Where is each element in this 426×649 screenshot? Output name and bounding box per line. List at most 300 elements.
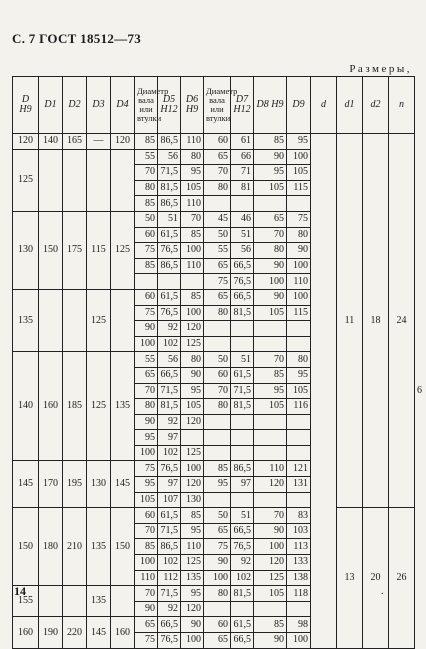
table-cell	[39, 289, 63, 351]
table-cell: 56	[231, 243, 254, 259]
table-cell: 71	[231, 165, 254, 181]
table-cell: 85	[181, 508, 204, 524]
table-cell: 66,5	[231, 633, 254, 649]
table-cell: 56	[158, 352, 181, 368]
table-cell	[231, 196, 254, 212]
table-cell: 76,5	[158, 461, 181, 477]
table-cell: 180	[39, 508, 63, 586]
table-cell: 85	[254, 367, 287, 383]
table-cell: 160	[111, 617, 135, 648]
table-cell: 135	[13, 289, 39, 351]
table-cell: 90	[254, 289, 287, 305]
table-cell: 118	[287, 586, 311, 602]
table-cell: 100	[287, 633, 311, 649]
table-cell: 210	[63, 508, 87, 586]
table-cell: 103	[287, 523, 311, 539]
table-cell: 160	[13, 617, 39, 648]
table-cell: 97	[158, 477, 181, 493]
col-header: Диаметр вала или втулки	[204, 77, 231, 134]
table-cell	[111, 289, 135, 351]
table-cell: 75	[287, 211, 311, 227]
table-cell: 65	[204, 149, 231, 165]
table-cell: 100	[181, 305, 204, 321]
table-cell	[254, 601, 287, 617]
col-header: n	[389, 77, 415, 134]
table-cell: 85	[181, 227, 204, 243]
col-header: D6 H9	[181, 77, 204, 134]
table-cell: 135	[87, 508, 111, 586]
table-cell: 120	[181, 321, 204, 337]
col-header: D1	[39, 77, 63, 134]
table-cell: 97	[158, 430, 181, 446]
table-cell: 120	[254, 477, 287, 493]
table-cell	[204, 414, 231, 430]
table-cell: 90	[135, 601, 158, 617]
table-cell: 60	[135, 289, 158, 305]
table-cell: 76,5	[158, 633, 181, 649]
table-cell: 105	[287, 383, 311, 399]
table-cell	[287, 414, 311, 430]
table-cell: 90	[287, 243, 311, 259]
col-header: D8 H9	[254, 77, 287, 134]
table-cell: 135	[87, 586, 111, 617]
table-cell: 60	[204, 617, 231, 633]
scan-mark: .	[381, 586, 384, 597]
table-cell: 86,5	[231, 461, 254, 477]
page-title: С. 7 ГОСТ 18512—73	[12, 31, 142, 46]
table-cell: 60	[135, 227, 158, 243]
table-cell: 81	[231, 180, 254, 196]
table-cell: 76,5	[158, 305, 181, 321]
table-cell: 65	[204, 289, 231, 305]
header-row	[13, 77, 415, 134]
table-cell: 51	[231, 352, 254, 368]
table-cell	[231, 445, 254, 461]
table-cell: 131	[287, 477, 311, 493]
table-cell: 100	[254, 274, 287, 290]
table-cell: 81,5	[231, 305, 254, 321]
table-cell: 71,5	[158, 383, 181, 399]
table-cell: 60	[204, 367, 231, 383]
table-cell: 71,5	[231, 383, 254, 399]
table-cell: 125	[254, 570, 287, 586]
sizes-label: Размеры,	[349, 63, 412, 75]
table-cell: 85	[135, 258, 158, 274]
table-cell: 100	[287, 289, 311, 305]
table-cell: 70	[135, 523, 158, 539]
table-cell: 120	[181, 414, 204, 430]
table-cell: 80	[204, 180, 231, 196]
table-cell: 100	[135, 555, 158, 571]
col-header: d2	[363, 77, 389, 134]
table-cell: 75	[135, 633, 158, 649]
table-cell: 71,5	[158, 586, 181, 602]
table-cell	[111, 586, 135, 617]
table-cell: 92	[158, 414, 181, 430]
table-cell: 75	[204, 539, 231, 555]
table-cell	[254, 445, 287, 461]
table-cell: 95	[181, 165, 204, 181]
table-cell	[204, 321, 231, 337]
table-cell: 150	[39, 211, 63, 289]
col-header: d	[311, 77, 337, 134]
table-cell	[287, 336, 311, 352]
table-cell: 61,5	[231, 367, 254, 383]
col-header: D5 H12	[158, 77, 181, 134]
table-cell	[231, 336, 254, 352]
table-cell: 110	[135, 570, 158, 586]
table-cell: 70	[204, 165, 231, 181]
table-cell: 105	[181, 180, 204, 196]
table-cell: 83	[287, 508, 311, 524]
col-header: Диаметр вала или втулки	[135, 77, 158, 134]
table-cell: 50	[135, 211, 158, 227]
table-cell: 145	[111, 461, 135, 508]
table-cell: 60	[135, 508, 158, 524]
table-cell: 125	[181, 445, 204, 461]
table-cell	[254, 321, 287, 337]
table-cell: 116	[287, 399, 311, 415]
table-cell: 150	[13, 508, 39, 586]
table-cell: 135	[181, 570, 204, 586]
table-cell: 95	[287, 367, 311, 383]
table-cell	[254, 336, 287, 352]
table-cell: 170	[39, 461, 63, 508]
table-cell	[204, 336, 231, 352]
table-cell: 105	[254, 305, 287, 321]
table-cell: 110	[181, 134, 204, 150]
table-cell: 55	[204, 243, 231, 259]
table-cell: 13	[337, 508, 363, 648]
table-cell	[231, 601, 254, 617]
table-cell: 65	[204, 258, 231, 274]
table-cell	[287, 601, 311, 617]
table-cell: 85	[135, 134, 158, 150]
table-cell: 55	[135, 149, 158, 165]
table-cell	[111, 149, 135, 211]
table-cell: 70	[181, 211, 204, 227]
table-cell: 66	[231, 149, 254, 165]
table-cell: 120	[111, 134, 135, 150]
table-cell: 80	[287, 227, 311, 243]
table-cell: 85	[254, 617, 287, 633]
table-cell: 76,5	[231, 274, 254, 290]
table-cell	[231, 321, 254, 337]
table-cell: 86,5	[158, 196, 181, 212]
table-cell: 65	[254, 211, 287, 227]
table-cell: 100	[287, 149, 311, 165]
table-cell: 50	[204, 508, 231, 524]
table-cell	[254, 414, 287, 430]
table-cell: 81,5	[231, 586, 254, 602]
table-cell: 66,5	[231, 523, 254, 539]
table-cell: 50	[204, 352, 231, 368]
table-cell: 95	[204, 477, 231, 493]
table-cell: 100	[181, 461, 204, 477]
table-cell: 190	[39, 617, 63, 648]
table-cell: 71,5	[158, 523, 181, 539]
table-cell: 26	[389, 508, 415, 648]
table-cell: 110	[181, 258, 204, 274]
table-cell: 90	[254, 258, 287, 274]
table-cell: 90	[204, 555, 231, 571]
table-cell	[254, 430, 287, 446]
table-cell: 95	[181, 586, 204, 602]
table-cell: 76,5	[231, 539, 254, 555]
table-cell: 97	[231, 477, 254, 493]
table-cell: 125	[111, 211, 135, 289]
table-cell: 60	[204, 134, 231, 150]
table-cell: 145	[13, 461, 39, 508]
table-cell: 61,5	[158, 227, 181, 243]
col-header: D3	[87, 77, 111, 134]
table-cell: 115	[287, 305, 311, 321]
table-cell: 66,5	[231, 289, 254, 305]
table-cell: 85	[135, 539, 158, 555]
col-header: D2	[63, 77, 87, 134]
table-cell: 70	[135, 383, 158, 399]
table-cell: 75	[204, 274, 231, 290]
page-number: 14	[14, 584, 26, 598]
table-cell: 100	[135, 336, 158, 352]
table-cell	[287, 430, 311, 446]
table-cell: 100	[204, 570, 231, 586]
table-cell: 113	[287, 539, 311, 555]
table-cell: 125	[181, 336, 204, 352]
table-cell: 81,5	[158, 180, 181, 196]
table-cell: 195	[63, 461, 87, 508]
table-cell: 115	[287, 180, 311, 196]
table-cell: 185	[63, 352, 87, 461]
table-cell: 80	[181, 352, 204, 368]
table-cell: 85	[135, 196, 158, 212]
table-cell: 50	[204, 227, 231, 243]
table-cell: 105	[135, 492, 158, 508]
table-cell: 130	[181, 492, 204, 508]
table-cell: 46	[231, 211, 254, 227]
table-cell: 70	[254, 227, 287, 243]
table-row	[13, 508, 415, 524]
table-cell: 61	[231, 134, 254, 150]
table-cell	[287, 492, 311, 508]
table-cell: 125	[13, 149, 39, 211]
table-cell	[254, 492, 287, 508]
table-cell	[181, 274, 204, 290]
table-cell: —	[87, 134, 111, 150]
dimensions-table	[12, 76, 422, 649]
col-header: D9	[287, 77, 311, 134]
table-cell: 70	[135, 586, 158, 602]
table-cell: 75	[135, 461, 158, 477]
table-cell	[231, 414, 254, 430]
table-cell: 65	[204, 633, 231, 649]
table-cell: 120	[181, 601, 204, 617]
table-cell: 55	[135, 352, 158, 368]
table-cell: 110	[254, 461, 287, 477]
table-cell: 70	[204, 383, 231, 399]
table-cell: 85	[204, 461, 231, 477]
table-cell: 81,5	[231, 399, 254, 415]
table-cell: 80	[204, 586, 231, 602]
table-cell: 66,5	[158, 617, 181, 633]
table-cell: 98	[287, 617, 311, 633]
table-cell: 80	[135, 399, 158, 415]
table-cell: 90	[254, 633, 287, 649]
table-cell: 100	[181, 243, 204, 259]
table-cell: 95	[254, 383, 287, 399]
table-cell: 92	[231, 555, 254, 571]
table-cell	[204, 196, 231, 212]
table-cell: 102	[158, 336, 181, 352]
table-cell: 65	[204, 523, 231, 539]
table-cell: 105	[254, 180, 287, 196]
table-cell: 112	[158, 570, 181, 586]
table-cell: 90	[181, 617, 204, 633]
table-cell: 90	[254, 149, 287, 165]
table-cell: 90	[181, 367, 204, 383]
table-cell	[254, 196, 287, 212]
table-cell: 56	[158, 149, 181, 165]
table-cell: 86,5	[158, 134, 181, 150]
table-cell	[181, 430, 204, 446]
table-cell: 105	[287, 165, 311, 181]
table-cell: 110	[287, 274, 311, 290]
table-cell: 100	[135, 445, 158, 461]
table-cell: 85	[181, 289, 204, 305]
table-cell	[39, 586, 63, 617]
table-cell: 20	[363, 508, 389, 648]
table-cell: 120	[254, 555, 287, 571]
table-cell: 110	[181, 539, 204, 555]
table-cell: 18	[363, 134, 389, 508]
table-cell	[204, 601, 231, 617]
table-cell: 107	[158, 492, 181, 508]
table-cell: 100	[287, 258, 311, 274]
table-cell: 86,5	[158, 258, 181, 274]
table-cell: 66,5	[231, 258, 254, 274]
table-cell: 80	[254, 243, 287, 259]
table-cell: 11	[337, 134, 363, 508]
table-cell: 75	[135, 305, 158, 321]
table-cell: 110	[181, 196, 204, 212]
table-cell: 95	[254, 165, 287, 181]
table-cell: 100	[181, 633, 204, 649]
col-header: D H9	[13, 77, 39, 134]
table-cell: 102	[158, 445, 181, 461]
table-cell: 105	[181, 399, 204, 415]
table-cell	[63, 289, 87, 351]
table-cell: 90	[135, 321, 158, 337]
table-cell	[158, 274, 181, 290]
table-cell: 61,5	[158, 508, 181, 524]
table-cell: 133	[287, 555, 311, 571]
table-cell: 90	[254, 523, 287, 539]
table-cell: 121	[287, 461, 311, 477]
table-cell: 140	[13, 352, 39, 461]
table-cell: 105	[254, 399, 287, 415]
table-cell: 95	[181, 523, 204, 539]
table-cell: 70	[254, 508, 287, 524]
table-cell: 115	[87, 211, 111, 289]
table-cell: 150	[111, 508, 135, 586]
table-cell: 138	[287, 570, 311, 586]
table-cell: 130	[87, 461, 111, 508]
table-cell: 51	[158, 211, 181, 227]
table-cell: 175	[63, 211, 87, 289]
table-cell	[231, 492, 254, 508]
table-cell: 70	[254, 352, 287, 368]
table-cell: 80	[135, 180, 158, 196]
col-header: D7 H12	[231, 77, 254, 134]
table-cell	[135, 274, 158, 290]
table-cell: 165	[63, 134, 87, 150]
table-cell: 120	[13, 134, 39, 150]
table-cell: 51	[231, 508, 254, 524]
table-cell: 86,5	[158, 539, 181, 555]
table-cell: 140	[39, 134, 63, 150]
table-cell: 130	[13, 211, 39, 289]
table-cell: 102	[158, 555, 181, 571]
table-cell	[287, 196, 311, 212]
table-cell: 125	[87, 352, 111, 461]
table-cell	[87, 149, 111, 211]
table-cell: 76,5	[158, 243, 181, 259]
table-cell: 51	[231, 227, 254, 243]
table-cell: 85	[254, 134, 287, 150]
col-header: d1	[337, 77, 363, 134]
table-cell	[63, 149, 87, 211]
table-cell: 160	[39, 352, 63, 461]
table-cell: 65	[135, 617, 158, 633]
table-cell: 80	[287, 352, 311, 368]
col-header: D4	[111, 77, 135, 134]
table-cell	[287, 445, 311, 461]
table-cell	[287, 321, 311, 337]
table-cell: 95	[287, 134, 311, 150]
table-cell: 100	[254, 539, 287, 555]
table-cell	[231, 430, 254, 446]
table-cell	[204, 430, 231, 446]
table-cell: 120	[181, 477, 204, 493]
table-cell: 70	[135, 165, 158, 181]
table-cell: 75	[135, 243, 158, 259]
table-cell	[204, 445, 231, 461]
table-cell: 66,5	[158, 367, 181, 383]
table-cell: 95	[135, 430, 158, 446]
table-cell: 61,5	[231, 617, 254, 633]
table-cell: 135	[111, 352, 135, 461]
table-cell: 61,5	[158, 289, 181, 305]
table-cell: 95	[135, 477, 158, 493]
table-cell	[63, 586, 87, 617]
table-cell: 45	[204, 211, 231, 227]
table-cell: 220	[63, 617, 87, 648]
table-cell: 24	[389, 134, 415, 508]
table-cell	[39, 149, 63, 211]
table-cell: 80	[204, 399, 231, 415]
table-cell: 125	[181, 555, 204, 571]
table-cell: 155	[13, 586, 39, 617]
table-cell: 95	[181, 383, 204, 399]
table-cell: 80	[181, 149, 204, 165]
table-cell	[204, 492, 231, 508]
table-cell: 80	[204, 305, 231, 321]
table-cell	[311, 134, 337, 649]
table-cell: 90	[135, 414, 158, 430]
table-cell: 145	[87, 617, 111, 648]
table-cell: 71,5	[158, 165, 181, 181]
table-cell: 105	[254, 586, 287, 602]
